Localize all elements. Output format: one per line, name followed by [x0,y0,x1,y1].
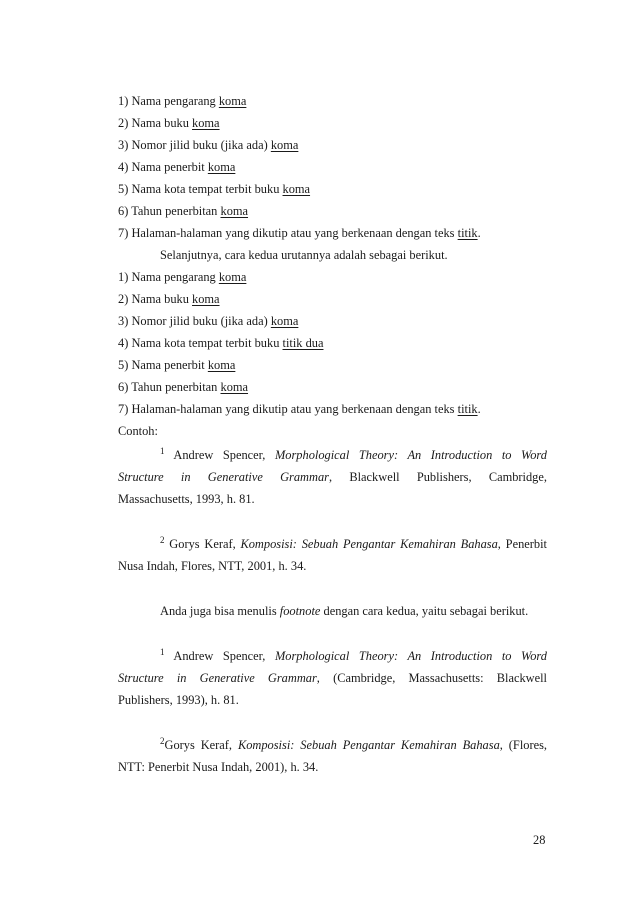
example1-footnote2-line2: Nusa Indah, Flores, NTT, 2001, h. 34. [118,559,307,573]
list2-item-3: 3) Nomor jilid buku (jika ada) koma [118,314,299,328]
example2-footnote1-line2: Structure in Generative Grammar, (Cambridge, Massachusetts: Blackwell [118,671,547,685]
footnote-number: 2 [160,535,165,545]
second-way-paragraph: Anda juga bisa menulis footnote dengan cara kedua, yaitu sebagai berikut. [160,604,529,618]
list2-item-2: 2) Nama buku koma [118,292,220,306]
list2-item-4: 4) Nama kota tempat terbit buku titik dua [118,336,324,350]
list2-item-1: 1) Nama pengarang koma [118,270,247,284]
footnote-number: 1 [160,647,165,657]
list1-item-1: 1) Nama pengarang koma [118,94,247,108]
list1-item-6: 6) Tahun penerbitan koma [118,204,249,218]
page-number: 28 [533,833,546,847]
list1-item-3: 3) Nomor jilid buku (jika ada) koma [118,138,299,152]
transition-paragraph: Selanjutnya, cara kedua urutannya adalah sebagai berikut. [160,248,448,262]
list2-item-6: 6) Tahun penerbitan koma [118,380,249,394]
example2-footnote1-line1: $^1$ Andrew Spencer, Morphological Theory: An Introduction to Word [160,647,547,663]
list1-item-7: 7) Halaman-halaman yang dikutip atau yang berkenaan dengan teks titik. [118,226,481,240]
list1-item-5: 5) Nama kota tempat terbit buku koma [118,182,311,196]
list1-item-2: 2) Nama buku koma [118,116,220,130]
example1-footnote1-line2: Structure in Generative Grammar, Blackwell Publishers, Cambridge, [118,470,547,484]
footnote-number: 1 [160,446,165,456]
list2-item-5: 5) Nama penerbit koma [118,358,236,372]
example2-footnote2-line1: $^2$Gorys Keraf, Komposisi: Sebuah Pengantar Kemahiran Bahasa, (Flores, [160,736,547,752]
footnote-number: 2 [160,736,165,746]
list2-item-7: 7) Halaman-halaman yang dikutip atau yang berkenaan dengan teks titik. [118,402,481,416]
list1-item-4: 4) Nama penerbit koma [118,160,236,174]
example1-footnote1-line1: $^1$ Andrew Spencer, Morphological Theory: An Introduction to Word [160,446,547,462]
example2-footnote2-line2: NTT: Penerbit Nusa Indah, 2001), h. 34. [118,760,319,774]
example2-footnote1-line3: Publishers, 1993), h. 81. [118,693,239,707]
contoh-label: Contoh: [118,424,158,438]
example1-footnote2-line1: $^2$ Gorys Keraf, Komposisi: Sebuah Pengantar Kemahiran Bahasa, Penerbit [160,535,547,551]
example1-footnote1-line3: Massachusetts, 1993, h. 81. [118,492,255,506]
